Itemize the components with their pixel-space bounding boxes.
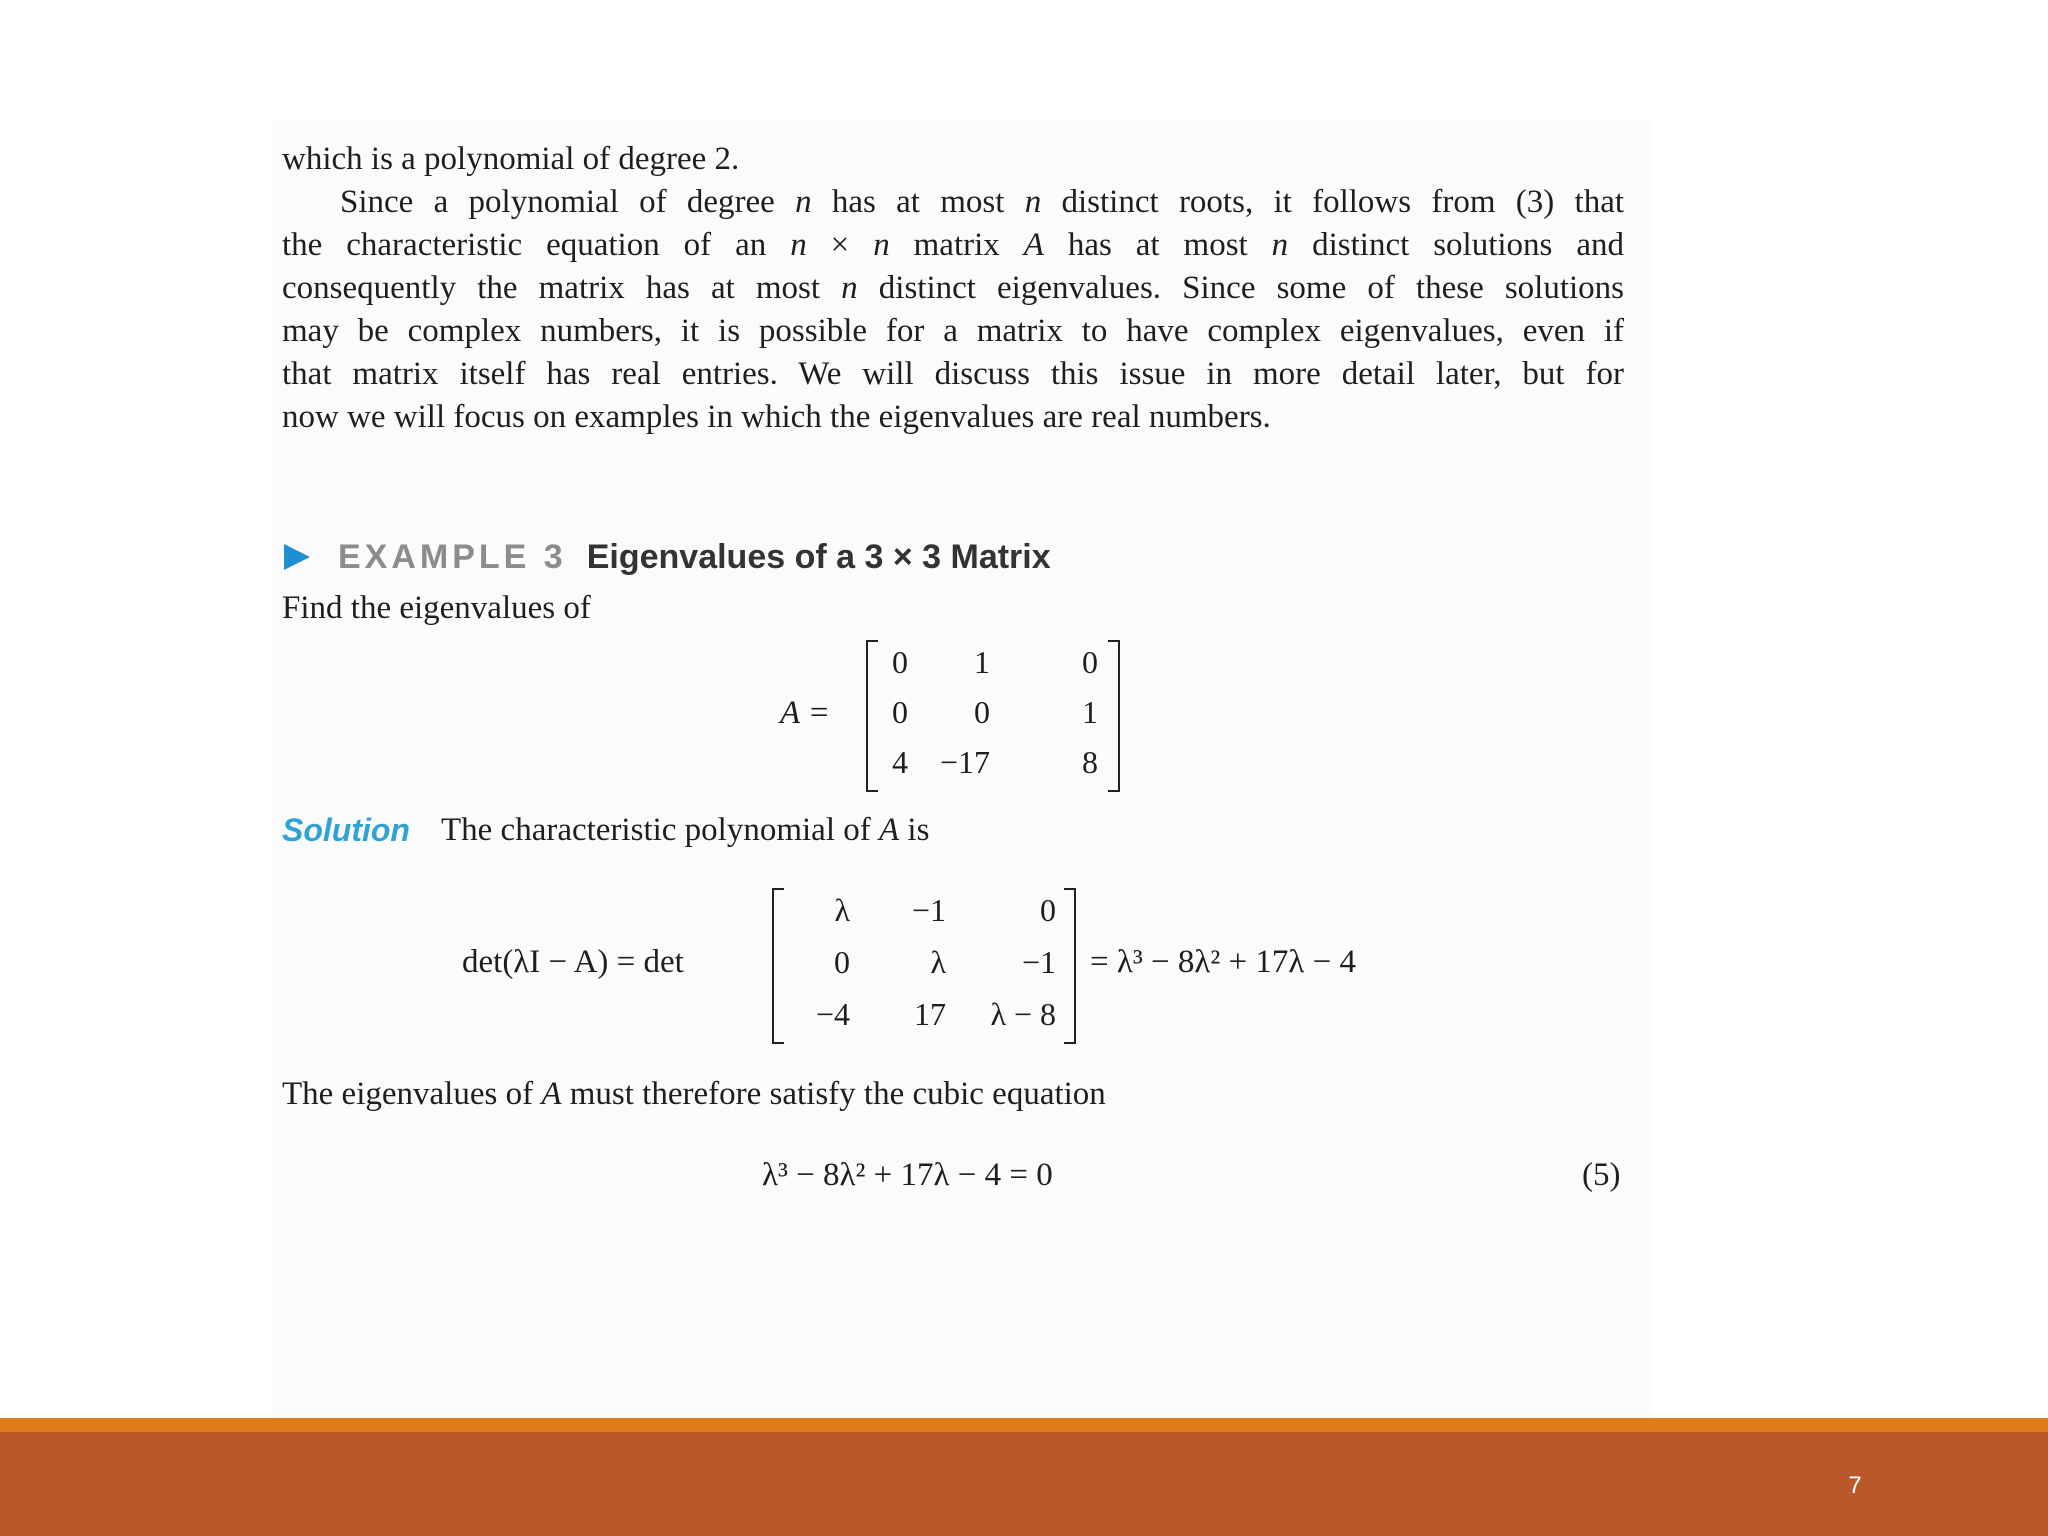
solution-intro-text: The characteristic polynomial of: [441, 812, 879, 848]
example-title: Eigenvalues of a 3 × 3 Matrix: [586, 537, 1051, 576]
text-run: distinct roots, it follows from (3) that: [1041, 184, 1625, 220]
cubic-equation: λ³ − 8λ² + 17λ − 4 = 0: [762, 1157, 1053, 1193]
text-run: distinct solutions and: [1288, 227, 1624, 263]
example-label: EXAMPLE 3: [338, 537, 567, 576]
math-variable: n: [841, 270, 858, 306]
matrix-lhs: [780, 695, 830, 732]
text-run: has at most: [811, 184, 1025, 220]
right-bracket: [1108, 640, 1120, 792]
matrix-cell: −1: [911, 892, 946, 928]
matrix-lhs-text: A =: [780, 695, 831, 731]
paragraph-line-6: that matrix itself has real entries. We will discuss this issue in more detail later, but for: [282, 356, 1624, 392]
paragraph-line-2: [282, 181, 1624, 224]
matrix-cell: −4: [815, 996, 850, 1032]
matrix-cell: 0: [834, 944, 850, 980]
math-variable: n: [790, 227, 807, 263]
paragraph-line-7: now we will focus on examples in which the eigenvalues are real numbers.: [282, 399, 1271, 435]
conclusion-var: A: [541, 1076, 562, 1112]
right-bracket: [1064, 888, 1076, 1044]
det-matrix: [772, 888, 1076, 1044]
intro-paragraph: [282, 138, 1624, 439]
matrix-cell: 1: [1082, 694, 1098, 730]
matrix-cell: 0: [892, 644, 908, 680]
text-run: distinct eigenvalues. Since some of these solutions: [857, 270, 1625, 306]
paragraph-line-3: [282, 224, 1624, 267]
conclusion-text-b: must therefore satisfy the cubic equation: [561, 1076, 1106, 1112]
matrix-cell: −17: [939, 744, 990, 780]
matrix-cell: 0: [974, 694, 990, 730]
text-run: consequently the matrix has at most: [282, 270, 842, 306]
example-heading: [282, 533, 1051, 581]
matrix-cell: 0: [892, 694, 908, 730]
matrix-cell: 0: [1082, 644, 1098, 680]
math-variable: n: [873, 227, 890, 263]
paragraph-line-1: which is a polynomial of degree 2.: [282, 141, 740, 177]
text-run: ×: [806, 227, 874, 263]
text-run: matrix: [889, 227, 1024, 263]
matrix-a: [866, 640, 1120, 792]
det-lhs: det(λI − A) = det: [462, 944, 684, 980]
conclusion-line: [282, 1076, 1106, 1113]
footer-accent-line: [0, 1418, 2048, 1432]
matrix-cell: 0: [1040, 892, 1056, 928]
matrix-cell: λ − 8: [990, 996, 1056, 1032]
conclusion-text-a: The eigenvalues of: [282, 1076, 542, 1112]
matrix-cell: 4: [892, 744, 908, 780]
left-bracket: [866, 640, 878, 792]
solution-intro-var: A: [879, 812, 900, 848]
solution-intro: [441, 812, 929, 849]
paragraph-line-4: [282, 267, 1624, 310]
det-rhs: = λ³ − 8λ² + 17λ − 4: [1090, 944, 1356, 980]
paragraph-line-5: may be complex numbers, it is possible for a matrix to have complex eigenvalues, even if: [282, 313, 1624, 349]
example-prompt: Find the eigenvalues of: [282, 590, 591, 626]
play-arrow-icon: [282, 542, 312, 572]
solution-intro-end: is: [899, 812, 930, 848]
footer-bar: [0, 1432, 2048, 1536]
left-bracket: [772, 888, 784, 1044]
text-run: the characteristic equation of an: [282, 227, 791, 263]
text-run: Since a polynomial of degree: [340, 184, 796, 220]
equation-number: (5): [1582, 1157, 1621, 1193]
matrix-cell: −1: [1021, 944, 1056, 980]
matrix-cell: λ: [930, 944, 946, 980]
math-variable: n: [1271, 227, 1289, 263]
solution-label: Solution: [282, 812, 410, 848]
matrix-cell: 1: [974, 644, 990, 680]
math-variable: n: [1024, 184, 1042, 220]
matrix-cell: λ: [834, 892, 850, 928]
math-variable: A: [1023, 227, 1044, 263]
matrix-cell: 17: [914, 996, 946, 1032]
math-variable: n: [795, 184, 812, 220]
page-number: 7: [1848, 1472, 1862, 1499]
text-run: has at most: [1043, 227, 1272, 263]
matrix-cell: 8: [1082, 744, 1098, 780]
